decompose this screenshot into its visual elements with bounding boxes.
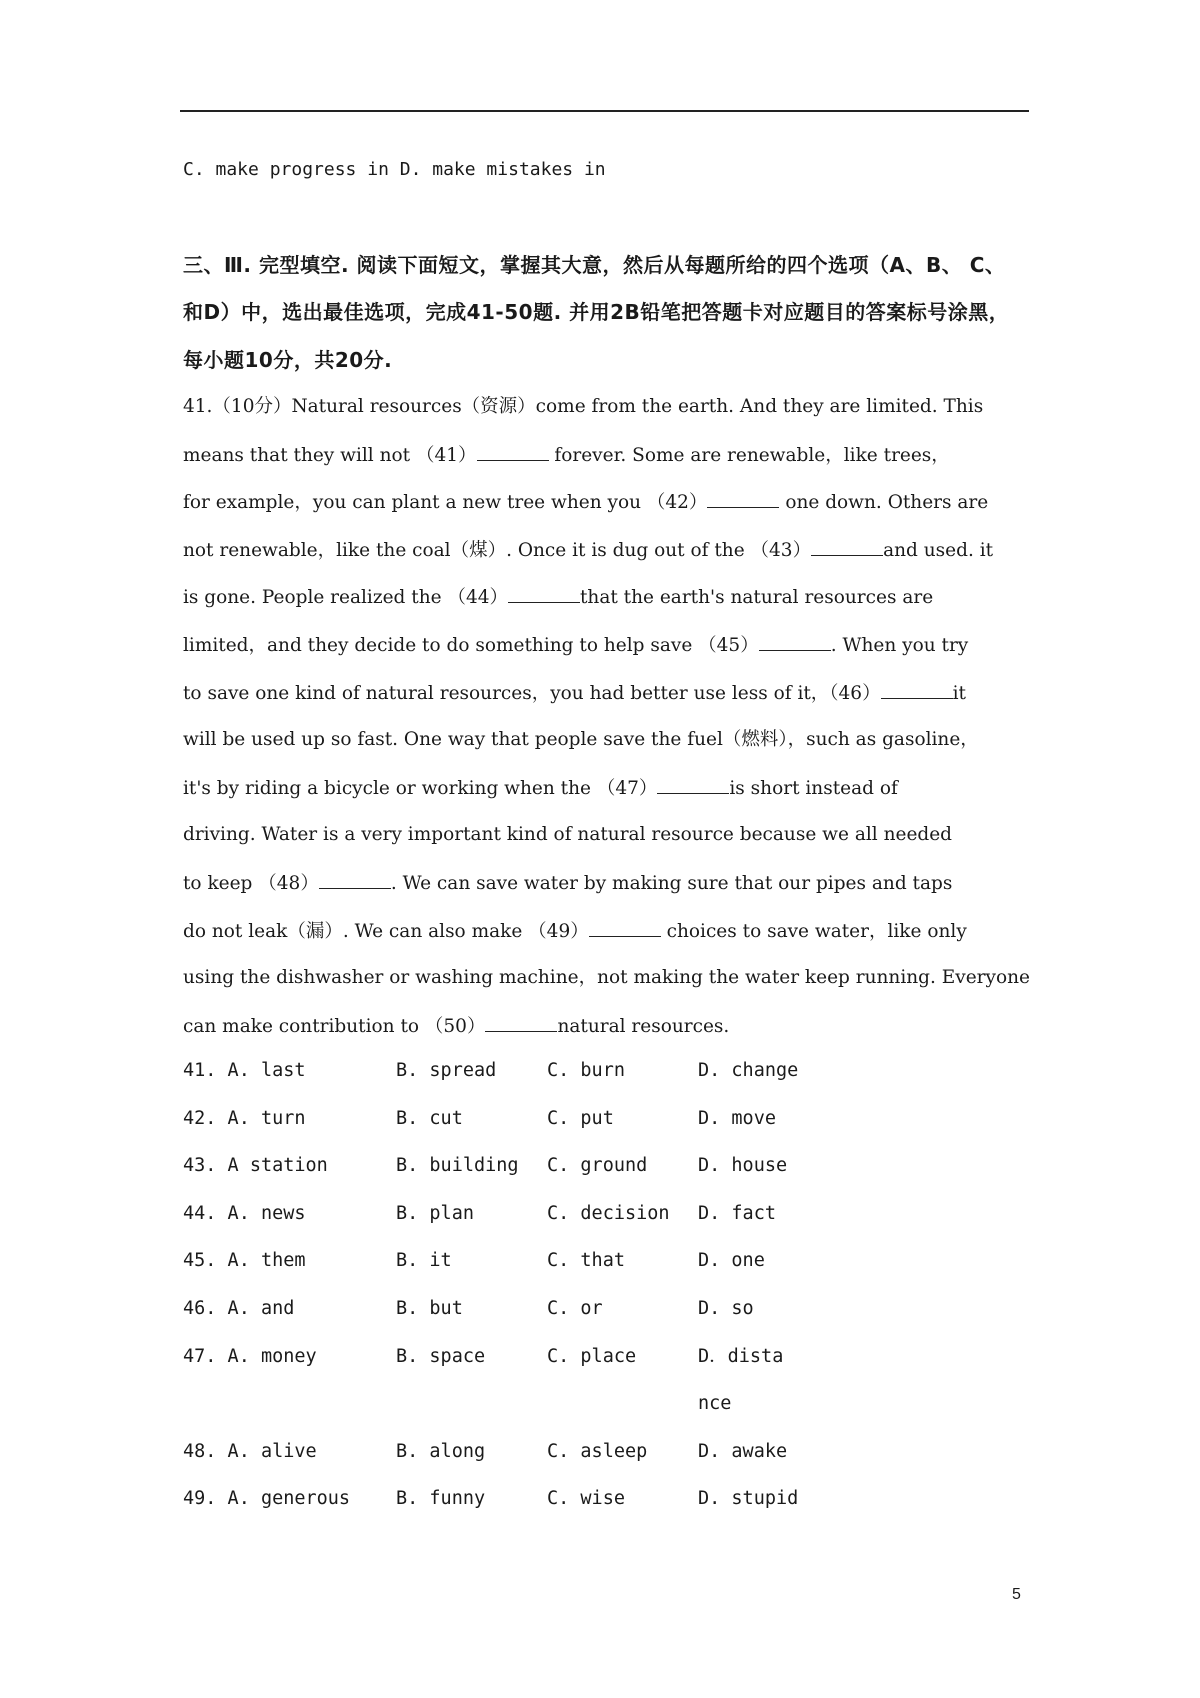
option-cell: 48. A. alive	[183, 1440, 317, 1462]
option-cell: C. ground	[547, 1155, 648, 1177]
passage-line	[183, 918, 1023, 945]
answer-blank	[589, 918, 661, 937]
section-heading-line-2: 和D）中，选出最佳选项，完成41-50题. 并用2B铅笔把答题卡对应题目的答案标号涂黑，	[183, 300, 1010, 324]
passage-text: means that they will not （41）	[183, 444, 477, 466]
option-cell: C. place	[547, 1345, 637, 1367]
option-cell: D．dista	[698, 1345, 784, 1367]
option-cell: B. space	[396, 1345, 486, 1367]
passage-text: . We can save water by making sure that our pipes and taps	[390, 873, 953, 894]
passage-text: to keep （48）	[183, 873, 319, 894]
passage-text: it	[952, 682, 966, 704]
option-cell: B. funny	[396, 1488, 486, 1510]
passage-text: and used. it	[883, 539, 994, 561]
passage-line	[183, 680, 1023, 707]
option-cell: 44. A. news	[183, 1202, 306, 1224]
option-cell: B. but	[396, 1298, 463, 1319]
option-row	[183, 1391, 883, 1417]
option-cell: C. burn	[547, 1060, 625, 1081]
answer-blank	[657, 775, 729, 794]
option-row	[183, 1153, 883, 1179]
option-cell: C. decision	[547, 1202, 670, 1224]
passage-text: it's by riding a bicycle or working when the （47）	[183, 777, 658, 799]
option-cell: nce	[698, 1393, 732, 1415]
option-row	[183, 1486, 883, 1512]
section-heading-line-1: 三、Ⅲ. 完型填空. 阅读下面短文，掌握其大意，然后从每题所给的四个选项（A、B、 C、	[183, 253, 1006, 277]
answer-blank	[707, 489, 779, 508]
passage-text: limited，and they decide to do something to help save （45）	[183, 635, 759, 656]
passage-text: forever. Some are renewable，like trees，	[548, 444, 950, 466]
option-cell: B. building	[396, 1155, 519, 1177]
option-cell: D. awake	[698, 1440, 788, 1462]
passage-text: can make contribution to （50）	[183, 1015, 486, 1037]
option-cell: C. wise	[547, 1488, 625, 1510]
option-cell: D. one	[698, 1250, 765, 1272]
passage-line	[183, 1013, 1023, 1040]
passage-line	[183, 965, 1030, 991]
option-row	[183, 1201, 883, 1227]
option-cell: C. that	[547, 1250, 625, 1272]
answer-blank	[485, 1013, 557, 1032]
passage-text: not renewable，like the coal（煤）. Once it is dug out of the （43）	[183, 539, 812, 561]
passage-text: is gone. People realized the （44）	[183, 587, 508, 609]
option-cell: 42. A. turn	[183, 1107, 306, 1129]
passage-text: is short instead of	[729, 777, 898, 799]
option-cell: D. stupid	[698, 1488, 799, 1510]
passage-text: choices to save water，like only	[660, 920, 967, 942]
passage-line	[183, 584, 1023, 611]
option-cell: 49. A. generous	[183, 1488, 351, 1510]
header-rule	[180, 110, 1029, 112]
option-cell: B. it	[396, 1250, 452, 1272]
answer-blank	[508, 584, 580, 603]
answer-blank	[811, 537, 883, 556]
answer-blank	[319, 870, 391, 889]
passage-text: will be used up so fast. One way that people save the fuel（燃料），such as gasoline，	[183, 729, 979, 751]
passage-text: that the earth's natural resources are	[579, 587, 934, 609]
option-cell: D. change	[698, 1060, 799, 1081]
option-cell: B. along	[396, 1440, 486, 1462]
answer-blank	[477, 442, 549, 461]
passage-text: for example，you can plant a new tree when you （42）	[183, 492, 708, 514]
passage-text: natural resources.	[557, 1015, 730, 1037]
option-cell: D. house	[698, 1155, 788, 1177]
passage-text: 41.（10分）Natural resources（资源）come from the earth. And they are limited. This	[183, 396, 984, 417]
passage-line	[183, 870, 1023, 897]
passage-line	[183, 537, 1023, 564]
option-row	[183, 1058, 883, 1084]
option-cell: 47. A. money	[183, 1345, 317, 1367]
option-cell: 41. A. last	[183, 1060, 306, 1081]
passage-text: using the dishwasher or washing machine，not making the water keep running. Everyone	[183, 967, 1030, 989]
option-row	[183, 1296, 883, 1322]
page-number: 5	[1012, 1586, 1021, 1603]
passage-text: to save one kind of natural resources，you had better use less of it，（46）	[183, 682, 881, 704]
option-cell: D. fact	[698, 1202, 776, 1224]
option-cell: C. or	[547, 1298, 603, 1319]
option-cell: 45. A. them	[183, 1250, 306, 1272]
passage-line	[183, 822, 1023, 848]
option-cell: C. asleep	[547, 1440, 648, 1462]
option-cell: B. spread	[396, 1060, 497, 1081]
passage-text: one down. Others are	[779, 492, 989, 514]
passage-line	[183, 394, 1023, 420]
passage-line	[183, 632, 1023, 659]
option-cell: B. plan	[396, 1202, 474, 1224]
answer-blank	[881, 680, 953, 699]
previous-options-line: C. make progress in D. make mistakes in	[183, 159, 606, 180]
option-cell: 43. A station	[183, 1155, 328, 1177]
option-row	[183, 1106, 883, 1132]
passage-line	[183, 442, 1023, 469]
option-cell: B. cut	[396, 1107, 463, 1129]
option-cell: 46. A. and	[183, 1298, 295, 1319]
option-row	[183, 1344, 883, 1370]
passage-line	[183, 489, 1023, 516]
option-row	[183, 1439, 883, 1465]
option-cell: D. move	[698, 1107, 776, 1129]
passage-text: . When you try	[830, 635, 969, 656]
passage-line	[183, 775, 1023, 802]
option-row	[183, 1248, 883, 1274]
section-heading-line-3: 每小题10分，共20分.	[183, 348, 393, 372]
answer-blank	[759, 632, 831, 651]
passage-line	[183, 727, 1023, 753]
passage-text: do not leak（漏）. We can also make （49）	[183, 920, 589, 942]
option-cell: D. so	[698, 1298, 754, 1319]
option-cell: C. put	[547, 1107, 614, 1129]
passage-text: driving. Water is a very important kind of natural resource because we all needed	[183, 824, 953, 846]
